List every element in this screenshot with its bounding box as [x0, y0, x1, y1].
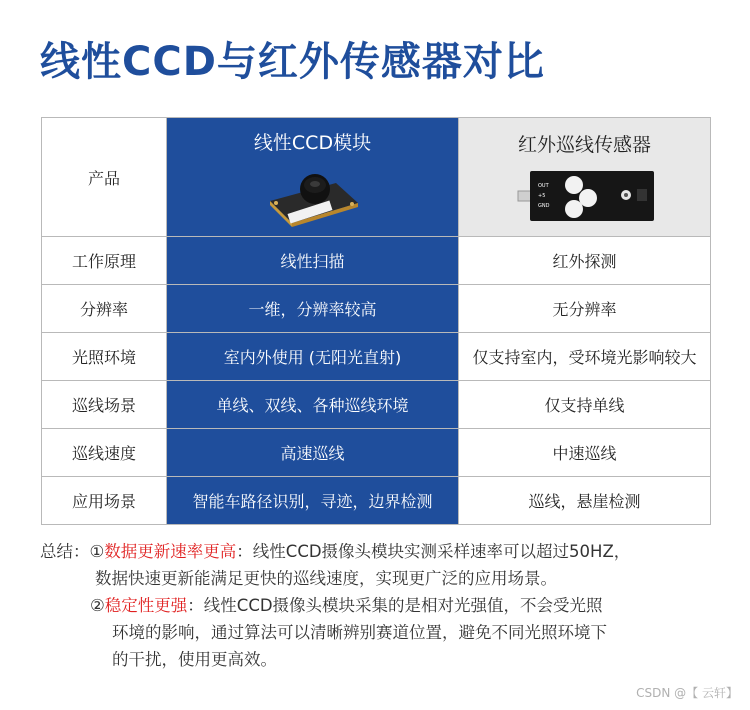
ccd-module-image	[258, 163, 368, 229]
header-ccd-cell	[167, 118, 459, 237]
ir-cell: 仅支持室内，受环境光影响较大	[459, 333, 711, 381]
summary-section	[40, 538, 730, 673]
ir-pin-out: OUT	[537, 182, 549, 189]
summary-item1-highlight: 数据更新速率更高	[104, 542, 237, 561]
summary-line: 的干扰，使用更高效。	[112, 650, 277, 669]
table-row	[42, 381, 711, 429]
watermark: CSDN @【 云轩】	[636, 686, 738, 700]
table-row	[42, 477, 711, 525]
table-row	[42, 237, 711, 285]
row-label: 分辨率	[42, 285, 167, 333]
summary-line	[40, 538, 730, 565]
row-label: 巡线速度	[42, 429, 167, 477]
comparison-table	[41, 117, 711, 525]
ir-cell: 红外探测	[459, 237, 711, 285]
ccd-cell: 线性扫描	[167, 237, 459, 285]
ccd-cell: 高速巡线	[167, 429, 459, 477]
ir-cell: 中速巡线	[459, 429, 711, 477]
table-row	[42, 333, 711, 381]
summary-item2-text: ：线性CCD摄像头模块采集的是相对光强值，不会受光照	[187, 596, 603, 615]
ccd-cell: 室内外使用 (无阳光直射)	[167, 333, 459, 381]
table-row	[42, 429, 711, 477]
row-label: 应用场景	[42, 477, 167, 525]
header-ir-cell	[459, 118, 711, 237]
page-title: 线性CCD与红外传感器对比	[40, 39, 545, 85]
ir-cell: 巡线，悬崖检测	[459, 477, 711, 525]
ir-column-title: 红外巡线传感器	[517, 133, 651, 156]
ccd-column-title: 线性CCD模块	[253, 131, 372, 154]
header-label-cell: 产品	[42, 118, 167, 237]
row-label: 光照环境	[42, 333, 167, 381]
ccd-cell: 单线、双线、各种巡线环境	[167, 381, 459, 429]
summary-prefix: 总结：	[40, 542, 90, 561]
ir-cell: 仅支持单线	[459, 381, 711, 429]
row-label: 巡线场景	[42, 381, 167, 429]
ir-cell: 无分辨率	[459, 285, 711, 333]
ccd-cell: 一维，分辨率较高	[167, 285, 459, 333]
ccd-cell: 智能车路径识别，寻迹，边界检测	[167, 477, 459, 525]
summary-item2-number: ②	[90, 596, 105, 615]
summary-line: 数据快速更新能满足更快的巡线速度，实现更广泛的应用场景。	[95, 569, 557, 588]
summary-item2-highlight: 稳定性更强	[104, 596, 188, 615]
summary-item1-number: ①	[89, 542, 105, 561]
summary-line: 环境的影响，通过算法可以清晰辨别赛道位置，避免不同光照环境下	[112, 623, 607, 642]
table-row	[42, 285, 711, 333]
ir-pin-gnd: GND	[537, 202, 549, 209]
row-label: 工作原理	[42, 237, 167, 285]
table-header-row	[42, 118, 711, 237]
ir-sensor-image	[510, 165, 660, 227]
summary-item1-text: ：线性CCD摄像头模块实测采样速率可以超过50HZ，	[236, 542, 631, 561]
summary-line	[40, 592, 730, 619]
ir-pin-5v: +5	[537, 192, 545, 199]
